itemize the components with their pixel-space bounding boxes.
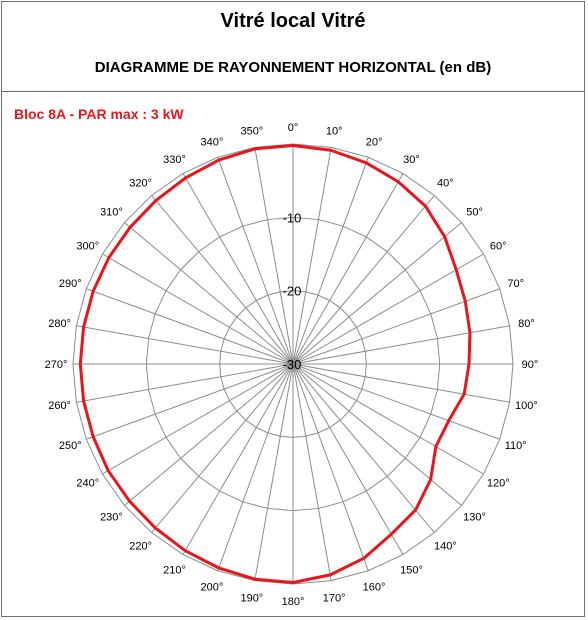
angle-tick-label-23: 230° <box>100 511 123 524</box>
angle-tick-label-8: 80° <box>518 317 535 330</box>
series-label: Bloc 8A - PAR max : 3 kW <box>14 106 184 122</box>
chart-title: Vitré local Vitré <box>220 10 366 32</box>
angle-tick-label-34: 340° <box>200 136 224 149</box>
angle-tick-label-12: 120° <box>486 477 510 490</box>
angle-tick-label-17: 170° <box>322 592 346 605</box>
angle-tick-label-21: 210° <box>163 564 186 577</box>
radial-tick-label-0: -10 <box>282 210 302 226</box>
angle-tick-label-35: 350° <box>240 125 264 138</box>
radial-tick-label-1: -20 <box>282 283 302 299</box>
angle-tick-label-27: 270° <box>44 359 68 371</box>
angle-tick-label-18: 180° <box>281 596 305 608</box>
angle-tick-label-30: 300° <box>76 240 100 253</box>
radial-tick-label-2: -30 <box>282 357 302 372</box>
angle-tick-label-28: 280° <box>48 317 71 330</box>
angle-tick-label-2: 20° <box>365 136 383 149</box>
angle-tick-label-6: 60° <box>489 240 507 253</box>
angle-tick-label-25: 250° <box>58 440 82 453</box>
angle-tick-label-3: 30° <box>403 153 420 166</box>
chart-subtitle: DIAGRAMME DE RAYONNEMENT HORIZONTAL (en dB) <box>94 59 492 76</box>
angle-tick-label-15: 150° <box>400 564 423 577</box>
angle-tick-label-5: 50° <box>466 206 483 219</box>
angle-tick-label-11: 110° <box>504 440 527 453</box>
angle-tick-label-31: 310° <box>100 206 123 219</box>
angle-tick-label-32: 320° <box>129 177 153 190</box>
angle-tick-label-16: 160° <box>362 581 386 594</box>
angle-tick-label-14: 140° <box>433 540 457 553</box>
angle-tick-label-4: 40° <box>437 177 454 190</box>
angle-tick-label-10: 100° <box>515 400 538 413</box>
angle-tick-label-33: 330° <box>163 153 186 166</box>
angle-tick-label-29: 290° <box>58 277 82 290</box>
angle-tick-label-26: 260° <box>48 400 71 413</box>
angle-tick-label-0: 0° <box>287 122 299 134</box>
angle-tick-label-9: 90° <box>521 359 539 371</box>
angle-tick-label-24: 240° <box>76 477 100 490</box>
angle-tick-label-20: 200° <box>200 581 224 594</box>
angle-tick-label-1: 10° <box>325 125 343 138</box>
angle-tick-label-13: 130° <box>463 511 486 524</box>
angle-tick-label-22: 220° <box>129 540 153 553</box>
angle-tick-label-7: 70° <box>507 277 525 290</box>
angle-tick-label-19: 190° <box>240 592 264 605</box>
